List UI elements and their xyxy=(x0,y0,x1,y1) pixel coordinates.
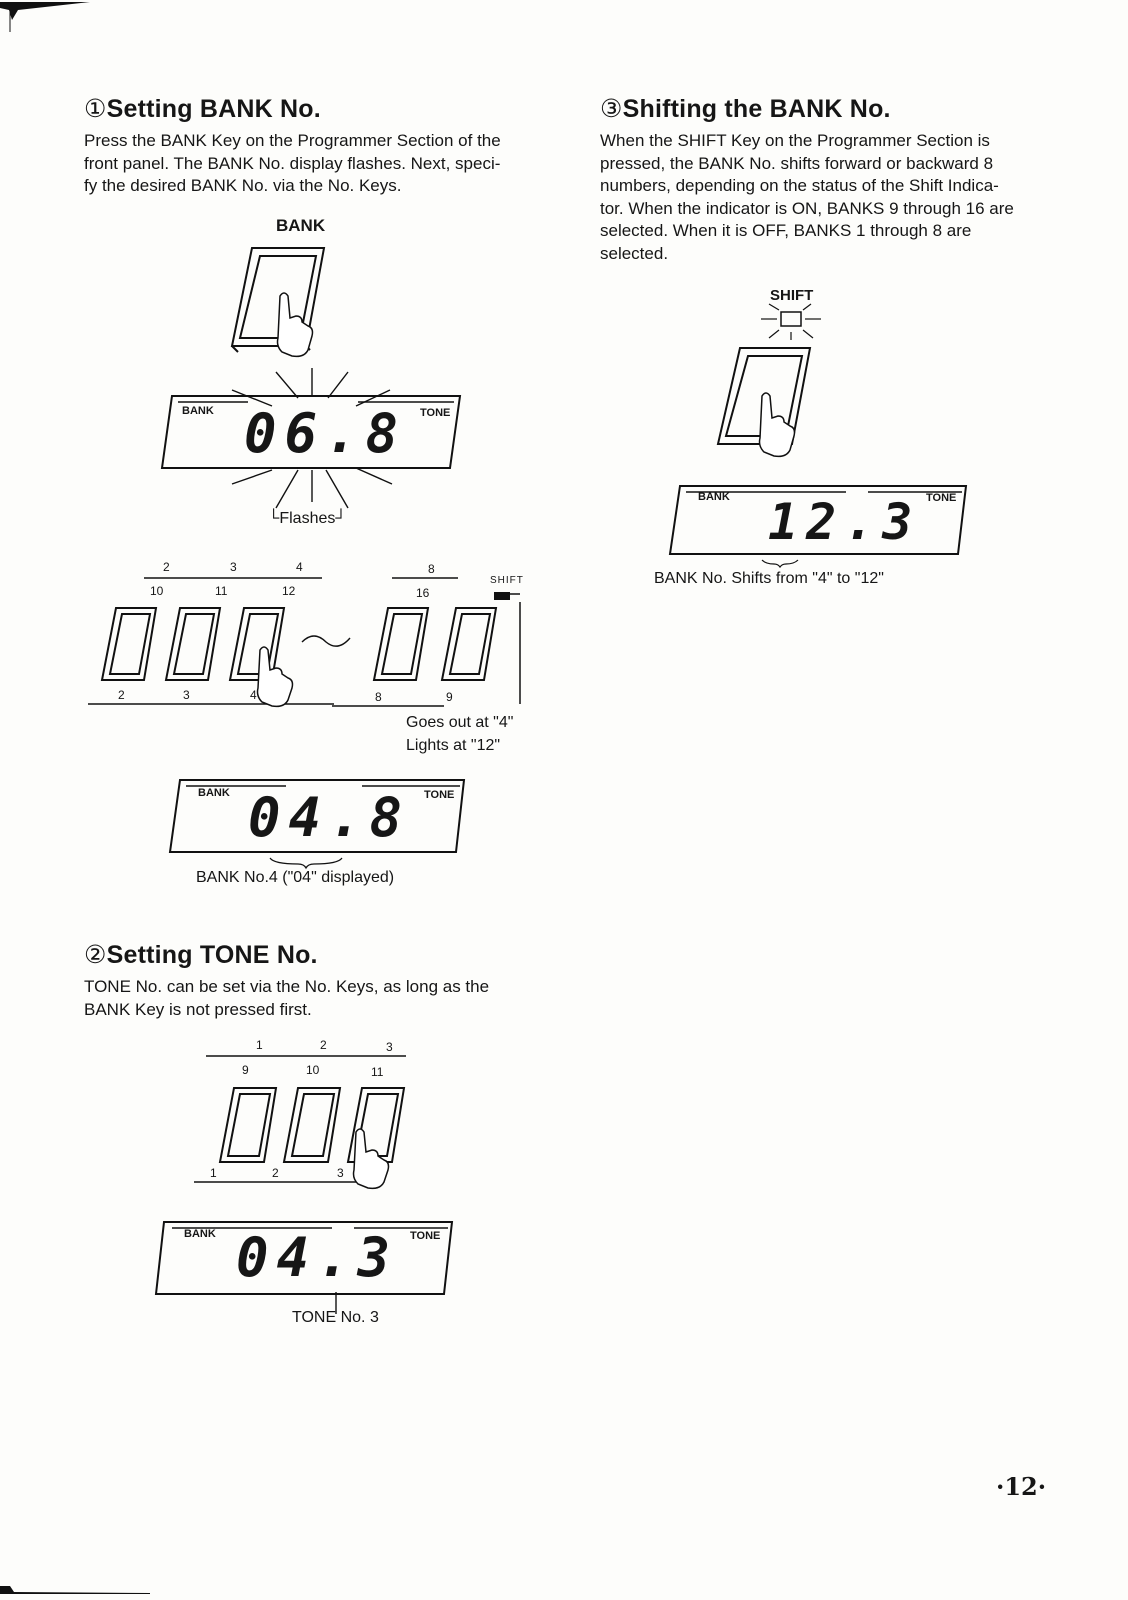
key-mid-num: 11 xyxy=(215,584,228,598)
key-top-num: 3 xyxy=(386,1040,393,1054)
body-line: front panel. The BANK No. display flashes. Next, speci- xyxy=(84,153,501,173)
body-line: BANK Key is not pressed first. xyxy=(84,999,312,1019)
key-mid-num: 9 xyxy=(242,1063,249,1077)
body-line: When the SHIFT Key on the Programmer Section is xyxy=(600,131,990,150)
display-tone-label: TONE xyxy=(424,789,455,801)
display-digits: 04.8 xyxy=(248,786,411,849)
section-title: ③Shifting the BANK No. xyxy=(600,95,891,123)
key-top-num: 3 xyxy=(230,560,237,574)
shift-key-illustration xyxy=(706,340,826,460)
section-shifting-bank xyxy=(600,94,1060,265)
section-title: ②Setting TONE No. xyxy=(84,941,318,969)
key-bottom-num: 2 xyxy=(272,1166,279,1180)
body-line: fy the desired BANK No. via the No. Keys. xyxy=(84,176,402,195)
finger-icon xyxy=(354,1129,389,1188)
body-line: TONE No. can be set via the No. Keys, as long as the xyxy=(84,977,490,996)
bank-key-label: BANK xyxy=(276,216,326,235)
finger-icon xyxy=(760,393,795,456)
section-setting-tone xyxy=(84,940,544,1021)
section-setting-bank xyxy=(84,94,544,198)
key-top-num: 4 xyxy=(296,560,303,574)
display-digits: 04.3 xyxy=(236,1226,399,1289)
body-line: selected. xyxy=(600,243,669,263)
corner-mark-bottom xyxy=(0,1580,160,1600)
key-bottom-num: 8 xyxy=(375,690,382,704)
shift-note-line: Goes out at "4" xyxy=(406,714,514,731)
display-digits: 12.3 xyxy=(768,493,921,551)
key-bottom-num: 9 xyxy=(446,690,453,704)
key-top-num: 8 xyxy=(428,562,435,576)
flashes-caption: └Flashes┘ xyxy=(268,510,347,527)
key-bottom-num: 3 xyxy=(183,688,190,702)
key-bottom-num: 3 xyxy=(337,1166,344,1180)
key-mid-num: 12 xyxy=(282,584,296,598)
corner-mark-top xyxy=(0,0,100,40)
display-tone-label: TONE xyxy=(420,407,451,419)
key-mid-num: 16 xyxy=(416,586,430,600)
shift-indicator-label: SHIFT xyxy=(490,575,524,586)
display-tone-label: TONE xyxy=(410,1230,441,1242)
key-bottom-num: 4 xyxy=(250,688,257,702)
key-top-num: 2 xyxy=(163,560,170,574)
page-number: ·12· xyxy=(996,1472,1047,1501)
body-line: tor. When the indicator is ON, BANKS 9 through 16 are xyxy=(600,198,1014,218)
key-mid-num: 11 xyxy=(371,1065,384,1079)
key-bottom-num: 2 xyxy=(118,688,125,702)
bank-key-illustration xyxy=(220,240,340,360)
body-line: numbers, depending on the status of the Shift Indica- xyxy=(600,176,999,195)
display-tone-label: TONE xyxy=(926,492,957,504)
key-mid-num: 10 xyxy=(150,584,164,598)
display-digits: 06.8 xyxy=(244,402,407,465)
display-bank-label: BANK xyxy=(184,1228,216,1240)
display-caption: TONE No. 3 xyxy=(292,1309,379,1326)
display-bank-label: BANK xyxy=(182,405,214,417)
key-top-num: 1 xyxy=(256,1038,263,1052)
shift-indicator-icon xyxy=(755,302,825,342)
key-mid-num: 10 xyxy=(306,1063,320,1077)
finger-icon xyxy=(258,647,293,706)
display-bank-label: BANK xyxy=(198,787,230,799)
body-line: pressed, the BANK No. shifts forward or backward 8 xyxy=(600,153,994,173)
shift-note-line: Lights at "12" xyxy=(406,737,501,754)
display-caption: BANK No.4 ("04" displayed) xyxy=(196,869,395,886)
body-line: Press the BANK Key on the Programmer Section of the xyxy=(84,131,501,150)
section-title: ①Setting BANK No. xyxy=(84,95,321,123)
key-bottom-num: 1 xyxy=(210,1166,217,1180)
display-caption: BANK No. Shifts from "4" to "12" xyxy=(654,570,884,587)
key-top-num: 2 xyxy=(320,1038,327,1052)
shift-key-label: SHIFT xyxy=(770,287,814,304)
display-bank-label: BANK xyxy=(698,491,730,503)
body-line: selected. When it is OFF, BANKS 1 through 8 are xyxy=(600,221,972,240)
